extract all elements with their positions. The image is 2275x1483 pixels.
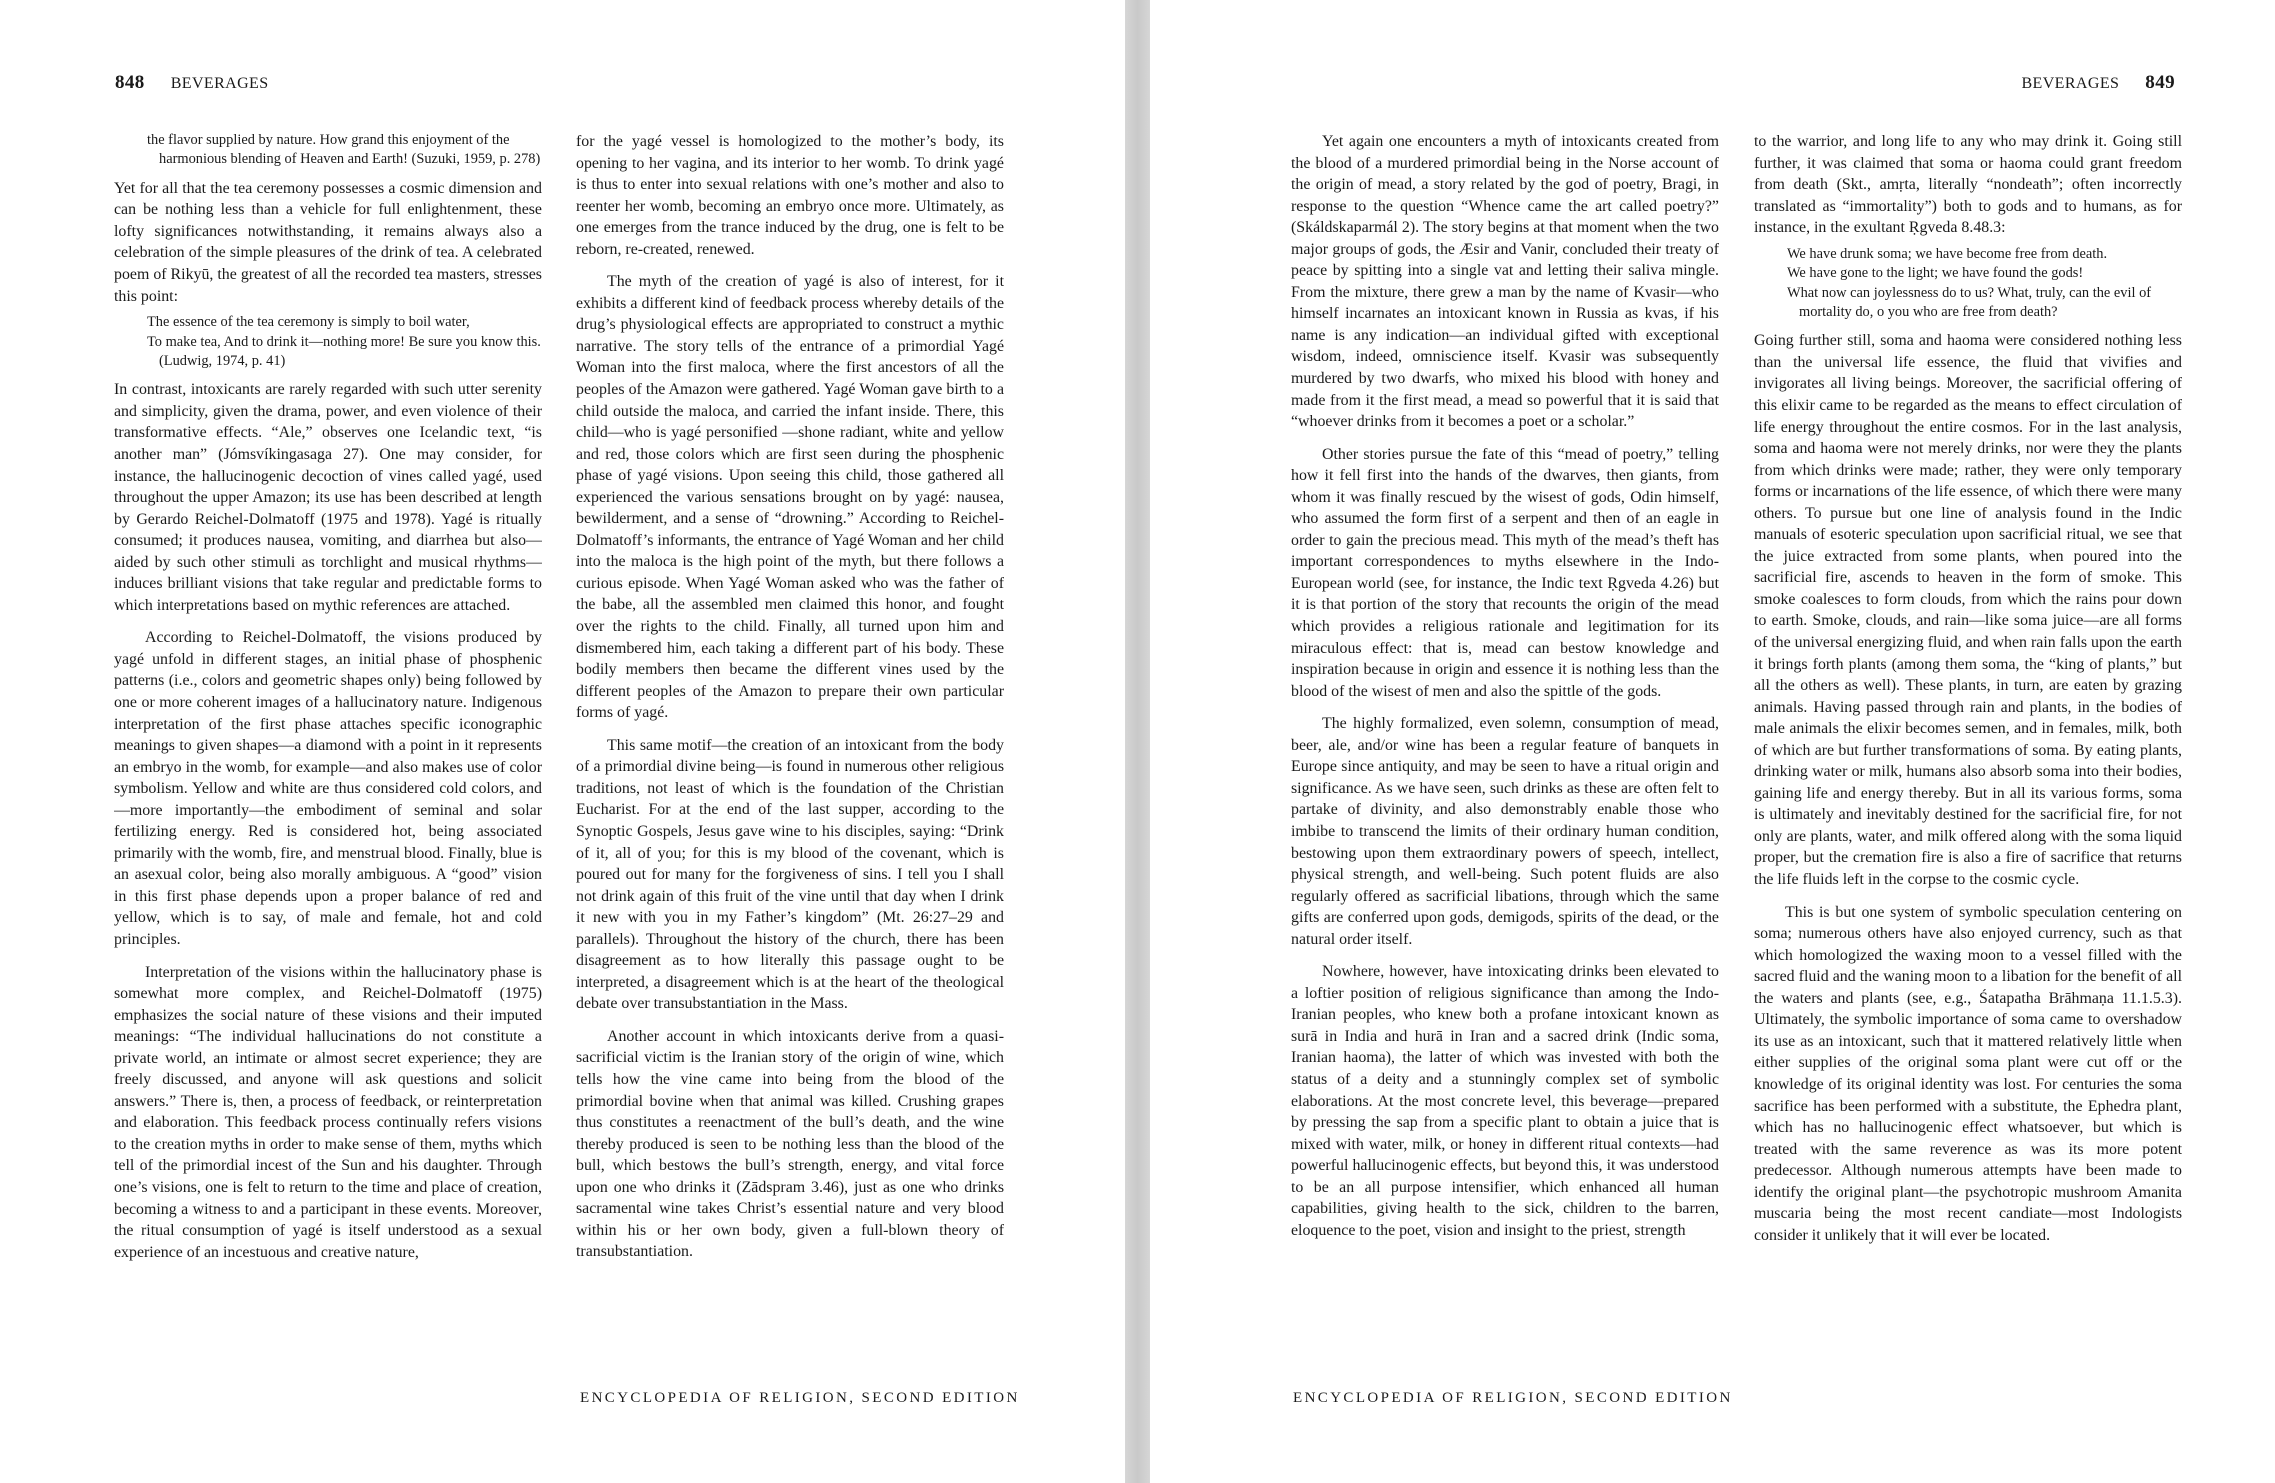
block-quote [147, 313, 542, 371]
paragraph: to the warrior, and long life to any who may drink it. Going still further, it was claimed that soma or haoma could grant freedom from death (Skt., amṛta, literally “nondeath”; often incorrectly translated as “immortality”) both to gods and to humans, as for instance, in the exultant Ṛgveda 8.48.3: [1754, 133, 2182, 237]
paragraph: Going further still, soma and haoma were considered nothing less than the universal life essence, the fluid that vivifies and invigorates all living beings. Moreover, the sacrificial offering of this elixir came to be regarded as the means to effect circulation of life energy throughout the entire cosmos. For in the last analysis, soma and haoma were not merely drinks, nor were they the plants from which drinks were made; rather, they were only temporary forms or incarnations of the life essence, of which there were many others. To pursue but one line of analysis found in the Indic manuals of esoteric speculation upon sacrificial ritual, we see that the juice extracted from some plants, when poured into the sacrificial fire, ascends to heaven in the form of smoke. This smoke coalesces to form clouds, from which the rains pour down to earth. Smoke, clouds, and rain—like soma juice—are all forms of the universal energizing fluid, and when rain falls upon the earth it brings forth plants (among them soma, the “king of plants,” but all the others as well). These plants, in turn, are eaten by grazing animals. Having passed through rain and plants, in the bodies of male animals the elixir becomes semen, and in females, milk, both of which are but further transformations of soma. By eating plants, drinking water or milk, humans also absorb soma into their bodies, gaining life and energy thereby. But in all its various forms, soma is ultimately and inevitably destined for the sacrificial fire, for not only are plants, water, and milk offered along with the soma liquid proper, but the cremation fire is also a fire of sacrifice that returns the life fluids left in the corpse to the cosmic cycle. [1754, 332, 2182, 889]
paragraph: for the yagé vessel is homologized to the mother’s body, its opening to her vagina, and its interior to her womb. To drink yagé is thus to enter into sexual relations with one’s mother and also to reenter her womb, becoming an embryo once more. Ultimately, as one emerges from the trance induced by the drug, one is felt to be reborn, re-created, renewed. [576, 133, 1004, 258]
paragraph: The myth of the creation of yagé is also of interest, for it exhibits a different kind of feedback process whereby details of the drug’s physiological effects are appropriated to construct a mythic narrative. The story tells of the entrance of a primordial Yagé Woman into the first maloca, where the first ancestors of all the peoples of the Amazon were gathered. Yagé Woman gave birth to a child outside the maloca, and carried the infant inside. There, this child—who is yagé personified —shone radiant, white and yellow and red, those colors which are first seen during the phosphenic phase of yagé visions. Upon seeing this child, those gathered all experienced the various sensations brought on by yagé: nausea, bewilderment, and a sense of “drowning.” According to Reichel-Dolmatoff’s informants, the entrance of Yagé Woman and her child into the maloca is the high point of the myth, but there follows a curious episode. When Yagé Woman asked who was the father of the babe, all the assembled men claimed this honor, and fought over the rights to the child. Finally, all turned upon him and dismembered him, each taking a different part of his body. These bodily members then became the different vines used by the different peoples of the Amazon to prepare their own particular forms of yagé. [576, 273, 1004, 722]
quote-line: The essence of the tea ceremony is simply to boil water, [147, 314, 470, 331]
paragraph: Nowhere, however, have intoxicating drinks been elevated to a loftier position of religious significance than among the Indo-Iranian peoples, who knew both a profane intoxicant known as surā in India and hurā in Iran and a sacred drink (Indic soma, Iranian haoma), the latter of which was invested with both the status of a deity and a stunningly complex set of symbolic elaborations. At the most concrete level, this beverage—prepared by pressing the sap from a specific plant to obtain a juice that is mixed with water, milk, or honey in different ritual contexts—had powerful hallucinogenic effects, but beyond this, it was understood to be an all purpose intensifier, which enhanced all human capabilities, giving health to the sick, children to the barren, eloquence to the poet, vision and insight to the priest, strength [1291, 963, 1719, 1239]
paragraph: The highly formalized, even solemn, consumption of mead, beer, ale, and/or wine has been a regular feature of banquets in Europe since antiquity, and may be seen to have a ritual origin and significance. As we have seen, such drinks as these are often felt to partake of divinity, and also demonstrably enable those who imbibe to transcend the limits of their ordinary human condition, bestowing upon them extraordinary powers of speech, intellect, physical strength, and well-being. Such potent fluids are also regularly offered as sacrificial libations, through which the same gifts are conferred upon gods, demigods, spirits of the dead, or the natural order itself. [1291, 715, 1719, 948]
left-page [0, 0, 1125, 1483]
paragraph: This is but one system of symbolic speculation centering on soma; numerous others have also enjoyed currency, such as that which homologized the waxing moon to a vessel filled with the sacred fluid and the waning moon to a libation for the benefit of all the waters and plants (see, e.g., Śatapatha Brāhmaṇa 11.1.5.3). Ultimately, the symbolic importance of soma came to overshadow its use as an intoxicant, such that it mattered relatively little when either supplies of the original soma plant were cut off or the knowledge of its original identity was lost. For centuries the soma sacrifice has been performed with a substitute, the Ephedra plant, which has no hallucinogenic effect whatsoever, but which is treated with the same reverence as was its more potent predecessor. Although numerous attempts have been made to identify the original plant—the psychotropic mushroom Amanita muscaria being the most recent candiate—most Indologists consider it unlikely that it will ever be located. [1754, 903, 2182, 1244]
text-column-2 [576, 131, 1004, 1361]
paragraph: Yet again one encounters a myth of intoxicants created from the blood of a murdered primordial being in the Norse account of the origin of mead, a story related by the god of poetry, Bragi, in response to the question “Whence came the art called poetry?” (Skáldskaparmál 2). The story begins at that moment when the two major groups of gods, the Æsir and Vanir, concluded their treaty of peace by spitting into a single vat and letting their saliva mingle. From the mixture, there grew a man by the name of Kvasir—who himself incarnates an intoxicant known in Russia as kvas, if his name is any indication—an individual gifted with exceptional wisdom, indeed, omniscience itself. Kvasir was subsequently murdered by two dwarfs, who mixed his blood with honey and made from it the first mead, a mead so powerful that it is said that “whoever drinks from it becomes a poet or a scholar.” [1291, 133, 1719, 431]
text-column-1 [114, 131, 542, 1361]
text-column-1 [1291, 131, 1719, 1361]
text-column-2 [1754, 131, 2182, 1361]
page-number: 848 [115, 72, 145, 93]
paragraph: Interpretation of the visions within the hallucinatory phase is somewhat more complex, and Reichel-Dolmatoff (1975) emphasizes the social nature of these visions and their imputed meanings: “The individual hallucinations do not constitute a private world, an intimate or almost secret experience; they are freely discussed, and anyone will ask questions and solicit answers.” There is, then, a process of feedback, or reinterpretation and elaboration. This feedback process continually refers visions to the creation myths in order to make sense of them, myths which tell of the primordial incest of the Sun and his daughter. Through one’s visions, one is felt to return to the time and place of creation, becoming a witness to and a participant in these events. Moreover, the ritual consumption of yagé is itself understood as a sexual experience of an incestuous and creative nature, [114, 963, 542, 1261]
paragraph: This same motif—the creation of an intoxicant from the body of a primordial divine being—is found in numerous other religious traditions, not least of which is the foundation of the Christian Eucharist. For at the end of the last supper, according to the Synoptic Gospels, Jesus gave wine to his disciples, saying: “Drink of it, all of you; for this is my blood of the covenant, which is poured out for many for the forgiveness of sins. I tell you I shall not drink again of this fruit of the vine until that day when I drink it new with you in my Father’s kingdom” (Mt. 26:27–29 and parallels). Throughout the history of the church, there has been disagreement as to how literally this passage ought to be interpreted, a disagreement which is at the heart of the theological debate over transubstantiation in the Mass. [576, 736, 1004, 1013]
paragraph: According to Reichel-Dolmatoff, the visions produced by yagé unfold in different stages, an initial phase of phosphenic patterns (i.e., colors and geometric shapes only) being followed by one or more coherent images of a hallucinatory nature. Indigenous interpretation of the first phase attaches specific iconographic meanings to given shapes—a diamond with a point in it represents an embryo in the womb, for example—and also makes use of color symbolism. Yellow and white are thus considered cold colors, and—more importantly—the embodiment of seminal and solar fertilizing energy. Red is considered hot, being associated primarily with the womb, fire, and menstrual blood. Finally, blue is an asexual color, being also morally ambiguous. A “good” vision in this first phase depends upon a proper balance of red and yellow, which is to say, of male and female, hot and cold principles. [114, 629, 542, 948]
quote-line: the flavor supplied by nature. How grand this enjoyment of the harmonious blending of Heaven and Earth! (Suzuki, 1959, p. 278) [147, 132, 541, 168]
book-gutter [1125, 0, 1150, 1483]
page-footer: ENCYCLOPEDIA OF RELIGION, SECOND EDITION [580, 1390, 1020, 1406]
page-number: 849 [2145, 72, 2175, 93]
quote-line: We have gone to the light; we have found the gods! [1787, 265, 2084, 282]
running-head [115, 72, 269, 98]
page-footer: ENCYCLOPEDIA OF RELIGION, SECOND EDITION [1293, 1390, 1733, 1406]
quote-line: To make tea, And to drink it—nothing more! Be sure you know this. (Ludwig, 1974, p. 41) [147, 333, 541, 369]
paragraph: Other stories pursue the fate of this “mead of poetry,” telling how it fell first into the hands of the dwarves, then giants, from whom it was finally rescued by the wisest of gods, Odin himself, who assumed the form first of a serpent and then of an eagle in order to gain the precious mead. This myth of the mead’s theft has important correspondences to myths elsewhere in the Indo-European world (see, for instance, the Indic text Ṛgveda 4.26) but it is that portion of the story that recounts the origin of the mead which provides a religious rationale and legitimation for its miraculous effect: that is, mead can bestow knowledge and inspiration because in origin and essence it is nothing less than the blood of the wisest of men and also the spittle of the gods. [1291, 445, 1719, 700]
running-head [2021, 72, 2175, 98]
quote-line: What now can joylessness do to us? What, truly, can the evil of mortality do, o you who are free from death? [1787, 284, 2152, 320]
paragraph: Another account in which intoxicants derive from a quasi-sacrificial victim is the Iranian story of the origin of wine, which tells how the vine came into being from the blood of the primordial bovine when that animal was killed. Crushing grapes thus constitutes a reenactment of the bull’s death, and the wine thereby produced is seen to be nothing less than the blood of the bull, which bestows the bull’s strength, energy, and vital force upon one who drinks it (Zādspram 3.46), just as one who drinks sacramental wine takes Christ’s essential nature and very blood within his or her own body, given a full-blown theory of transubstantiation. [576, 1027, 1004, 1261]
paragraph: Yet for all that the tea ceremony possesses a cosmic dimension and can be nothing less than a vehicle for full enlightenment, these lofty significances notwithstanding, it remains always also a celebration of the simple pleasures of the drink of tea. A celebrated poem of Rikyū, the greatest of all the recorded tea masters, stresses this point: [114, 179, 542, 305]
right-page [1150, 0, 2275, 1483]
quote-line: We have drunk soma; we have become free from death. [1787, 245, 2108, 262]
section-label: BEVERAGES [2021, 75, 2120, 92]
block-quote [1787, 245, 2182, 323]
section-label: BEVERAGES [170, 75, 269, 92]
paragraph: In contrast, intoxicants are rarely regarded with such utter serenity and simplicity, given the drama, power, and even violence of their transformative effects. “Ale,” observes one Icelandic text, “is another man” (Jómsvíkingasaga 27). One may consider, for instance, the hallucinogenic decoction of vines called yagé, used throughout the upper Amazon; its use has been described at length by Gerardo Reichel-Dolmatoff (1975 and 1978). Yagé is ritually consumed; it produces nausea, vomiting, and diarrhea but also—aided by such other stimuli as torchlight and musical rhythms—induces brilliant visions that take regular and predictable forms to which interpretations based on mythic references are attached. [114, 381, 542, 614]
block-quote [147, 131, 542, 170]
